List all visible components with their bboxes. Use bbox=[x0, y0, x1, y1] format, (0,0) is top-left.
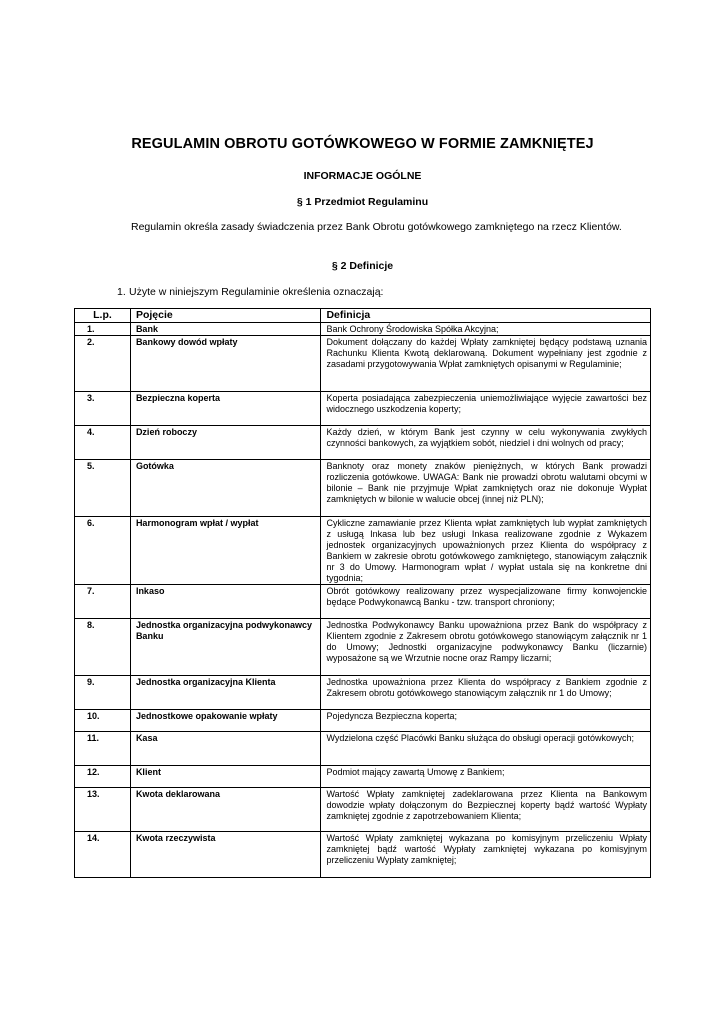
row-number: 8. bbox=[75, 619, 131, 676]
row-number: 10. bbox=[75, 710, 131, 732]
row-term: Dzień roboczy bbox=[130, 426, 321, 460]
table-row bbox=[75, 710, 651, 732]
paragraph-heading-1: § 1 Przedmiot Regulaminu bbox=[296, 196, 429, 208]
table-row bbox=[75, 732, 651, 766]
row-number: 3. bbox=[75, 392, 131, 426]
table-row bbox=[75, 788, 651, 832]
table-row bbox=[75, 585, 651, 619]
row-term: Bankowy dowód wpłaty bbox=[130, 336, 321, 392]
definitions-intro bbox=[117, 286, 383, 298]
row-number: 1. bbox=[75, 323, 131, 336]
header-definition: Definicja bbox=[321, 309, 651, 323]
row-number: 5. bbox=[75, 460, 131, 517]
table-row bbox=[75, 619, 651, 676]
row-number: 6. bbox=[75, 517, 131, 585]
table-row bbox=[75, 392, 651, 426]
row-term: Harmonogram wpłat / wypłat bbox=[130, 517, 321, 585]
row-definition: Wydzielona część Placówki Banku służąca do obsługi operacji gotówkowych; bbox=[321, 732, 651, 766]
row-term: Jednostkowe opakowanie wpłaty bbox=[130, 710, 321, 732]
row-term: Inkaso bbox=[130, 585, 321, 619]
row-definition: Koperta posiadająca zabezpieczenia uniemożliwiające wyjęcie zawartości bez widocznego uszkodzenia koperty; bbox=[321, 392, 651, 426]
row-definition: Cykliczne zamawianie przez Klienta wpłat zamkniętych lub wypłat zamkniętych z usługą Inkasa lub bez usługi Inkasa realizowane zgodnie z Wykazem jednostek organizacyjnych upoważnionych przez Klienta do współpracy z Bankiem w zakresie obrotu gotówkowego zamkniętego, stanowiącym załącznik nr 3 do Umowy. Harmonogram wpłat / wypłat ustala się na konkretne dni tygodnia; bbox=[321, 517, 651, 585]
row-definition: Pojedyncza Bezpieczna koperta; bbox=[321, 710, 651, 732]
row-term: Jednostka organizacyjna Klienta bbox=[130, 676, 321, 710]
row-number: 7. bbox=[75, 585, 131, 619]
list-text: Użyte w niniejszym Regulaminie określenia oznaczają: bbox=[129, 286, 384, 298]
table-header-row bbox=[75, 309, 651, 323]
row-definition: Obrót gotówkowy realizowany przez wyspecjalizowane firmy konwojenckie będące Podwykonawcą Banku - tzw. transport chroniony; bbox=[321, 585, 651, 619]
header-term: Pojęcie bbox=[130, 309, 321, 323]
row-definition: Wartość Wpłaty zamkniętej zadeklarowana przez Klienta na Bankowym dowodzie wpłaty dołączonym do Bezpiecznej koperty bądź wartość Wypłaty zamkniętej zgodnie z zapotrzebowaniem Klienta; bbox=[321, 788, 651, 832]
row-definition: Podmiot mający zawartą Umowę z Bankiem; bbox=[321, 766, 651, 788]
row-term: Jednostka organizacyjna podwykonawcy Banku bbox=[130, 619, 321, 676]
table-row bbox=[75, 832, 651, 878]
row-term: Kwota rzeczywista bbox=[130, 832, 321, 878]
row-number: 2. bbox=[75, 336, 131, 392]
definitions-table bbox=[74, 308, 651, 878]
row-definition: Bank Ochrony Środowiska Spółka Akcyjna; bbox=[321, 323, 651, 336]
row-term: Klient bbox=[130, 766, 321, 788]
row-definition: Jednostka upoważniona przez Klienta do współpracy z Bankiem zgodnie z Zakresem obrotu gotówkowego stanowiącym załącznik nr 1 do Umowy; bbox=[321, 676, 651, 710]
table-row bbox=[75, 676, 651, 710]
table-row bbox=[75, 426, 651, 460]
row-number: 13. bbox=[75, 788, 131, 832]
row-number: 14. bbox=[75, 832, 131, 878]
row-definition: Dokument dołączany do każdej Wpłaty zamkniętej będący podstawą uznania Rachunku Klienta Kwotą deklarowaną. Dokument wypełniany jest zgodnie z zasadami przygotowywania Wpłat zamkniętych opisanymi w Regulaminie; bbox=[321, 336, 651, 392]
row-definition: Banknoty oraz monety znaków pieniężnych, w których Bank prowadzi rozliczenia gotówkowe. UWAGA: Bank nie prowadzi obrotu walutami obcymi w bilonie – Bank nie przyjmuje Wpłat zamkniętych oraz nie dokonuje Wypłat zamkniętych w bilonie w walucie obcej (innej niż PLN); bbox=[321, 460, 651, 517]
table-row bbox=[75, 323, 651, 336]
list-number: 1. bbox=[117, 286, 126, 298]
row-term: Bezpieczna koperta bbox=[130, 392, 321, 426]
row-number: 11. bbox=[75, 732, 131, 766]
row-term: Kwota deklarowana bbox=[130, 788, 321, 832]
row-term: Bank bbox=[130, 323, 321, 336]
row-number: 12. bbox=[75, 766, 131, 788]
row-definition: Jednostka Podwykonawcy Banku upoważniona przez Bank do współpracy z Klientem zgodnie z Zakresem obrotu gotówkowego stanowiącym załącznik nr 1 do Umowy; Jednostki organizacyjne podwykonawcy Banku (liczarnie) wyposażone są we Wrzutnie nocne oraz Rampy liczarni; bbox=[321, 619, 651, 676]
row-number: 9. bbox=[75, 676, 131, 710]
row-definition: Wartość Wpłaty zamkniętej wykazana po komisyjnym przeliczeniu Wpłaty zamkniętej bądź wartość Wypłaty zamkniętej wykazana po komisyjnym przeliczeniu Wypłaty zamkniętej; bbox=[321, 832, 651, 878]
row-term: Gotówka bbox=[130, 460, 321, 517]
document-title: REGULAMIN OBROTU GOTÓWKOWEGO W FORMIE ZAMKNIĘTEJ bbox=[131, 136, 594, 152]
row-number: 4. bbox=[75, 426, 131, 460]
section-heading-general: INFORMACJE OGÓLNE bbox=[303, 170, 422, 182]
row-definition: Każdy dzień, w którym Bank jest czynny w celu wykonywania zwykłych czynności bankowych, za wyjątkiem sobót, niedziel i dni wolnych od pracy; bbox=[321, 426, 651, 460]
table-row bbox=[75, 460, 651, 517]
table-row bbox=[75, 517, 651, 585]
header-lp: L.p. bbox=[75, 309, 131, 323]
row-term: Kasa bbox=[130, 732, 321, 766]
table-row bbox=[75, 336, 651, 392]
intro-paragraph: Regulamin określa zasady świadczenia przez Bank Obrotu gotówkowego zamkniętego na rzecz Klientów. bbox=[131, 221, 622, 233]
table-row bbox=[75, 766, 651, 788]
paragraph-heading-2: § 2 Definicje bbox=[331, 260, 394, 272]
